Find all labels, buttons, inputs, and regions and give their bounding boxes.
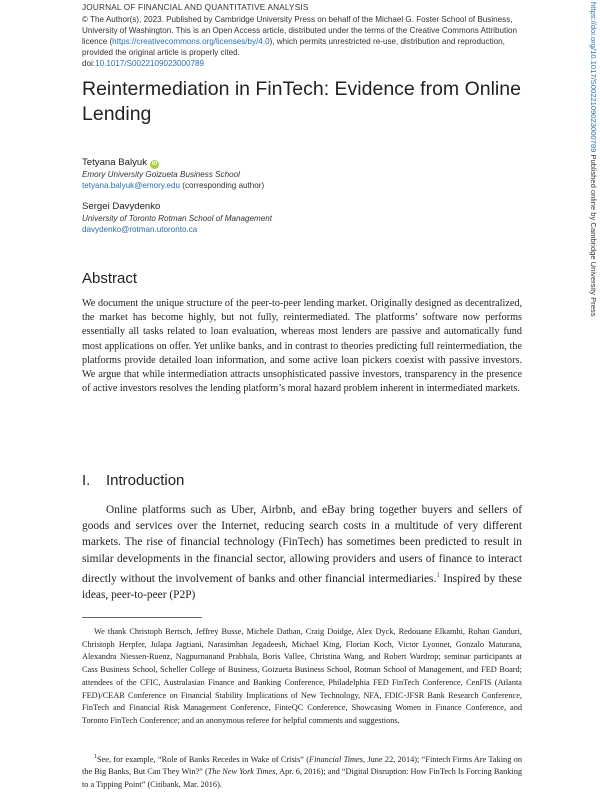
license-statement	[82, 14, 522, 69]
corresponding-note: (corresponding author)	[180, 181, 265, 190]
author-email[interactable]: davydenko@rotman.utoronto.ca	[82, 225, 198, 234]
license-text-2: ), which permits unrestricted re-use, distribution and reproduction, provided the original article is properly cited.	[82, 37, 505, 57]
sidebar-doi-link[interactable]: 10.1017/S0022109023000789	[589, 50, 598, 153]
abstract-text: We document the unique structure of the peer-to-peer lending market. Originally designed as decentralized, the market has become highly, but not fully, reintermediated. The platforms’ software now performs essentially all tasks related to loan evaluation, whereas most lenders are passive and automatically fund most applications on offer. Yet unlike banks, and in contrast to theories predicting full reintermediation, the platforms provide detailed loan information, and some active loan pickers coexist with passive investors. We argue that while intermediation attracts unsophisticated passive investors, transparency in the presence of active investors resolves the lending platform’s moral hazard problem inherent in intermediated markets.	[82, 298, 522, 395]
section-number: I.	[82, 472, 91, 489]
author-2	[82, 201, 522, 235]
journal-name: JOURNAL OF FINANCIAL AND QUANTITATIVE ANALYSIS	[82, 3, 309, 12]
author-name: Sergei Davydenko	[82, 201, 161, 212]
footnote-number: 1	[94, 754, 97, 760]
article-title: Reintermediation in FinTech: Evidence from Online Lending	[82, 78, 521, 125]
author-affiliation: Emory University Goizueta Business School	[82, 170, 240, 179]
author-email[interactable]: tetyana.balyuk@emory.edu (corresponding author)	[82, 181, 265, 190]
introduction-text: Online platforms such as Uber, Airbnb, and eBay bring together buyers and sellers of goods and services over the Internet, reducing search costs in a multitude of very different markets. The rise of financial technology (FinTech) has sometimes been predicted to result in similar developments in the financial sector, allowing providers and users of finance to interact directly without the involvement of banks and other financial intermediaries.$^1$ Inspired by these ideas, peer-to-peer (P2P)	[82, 504, 522, 601]
section-heading	[82, 472, 184, 489]
acknowledgements-footnote: We thank Christoph Bertsch, Jeffrey Busse, Michele Dathan, Craig Doidge, Alex Dyck, Redouane Elkamhi, Rohan Ganduri, Christoph Herpfer, Julapa Jagtiani, Narasimhan Jegadeesh, Michael King, Florian Koch, Victor Lyonnet, Gonzalo Maturana, Alexandra Niessen-Ruenz, Nagpurnanand Prabhala, Boris Vallee, Christina Wang, and Robert Wardrop; seminar participants at Cass Business School, Scheller College of Business, Goizueta Business School, Rotman School of Management, and FED Board; attendees of the CFIC, Australasian Finance and Banking Conference, Philadelphia FED FinTech Conference, CenFIS (Atlanta FED)/CEAR Conference on Financial Stability Implications of New Technology, NFA, FDIC-JFSR Bank Research Conference, FinTech and Financial Risk Management Conference, FinteQC Conference, Showcasing Women in Finance Conference, and Toronto FinTech Conference; and an anonymous referee for helpful comments and suggestions.	[82, 627, 522, 725]
license-link[interactable]: https://creativecommons.org/licenses/by/4.0	[112, 37, 270, 46]
sidebar-publisher: Published online by Cambridge University Press	[589, 152, 598, 317]
license-text-1: © The Author(s), 2023. Published by Cambridge University Press on behalf of the Michael G. Foster School of Business, University of Washington. This is an Open Access article, distributed under the terms of the Creative Commons Attribution licence (	[82, 15, 518, 46]
doi-label: doi:	[82, 59, 96, 68]
footnote-1: $^1$See, for example, “Role of Banks Recedes in Wake of Crisis” (Financial Times, June 22, 2014); “Fintech Firms Are Taking on the Big Banks, But Can They Win?” (The New York Times, Apr. 6, 2016); and “Digital Disruption: How FinTech Is Forcing Banking to a Tipping Point” (Citibank, Mar. 2016).	[82, 754, 522, 790]
footnote-divider	[82, 617, 202, 618]
abstract-heading: Abstract	[82, 270, 138, 287]
source-nyt: The New York Times	[207, 767, 276, 777]
source-ft: Financial Times	[309, 754, 363, 764]
sidebar-doi	[588, 2, 598, 317]
author-1	[82, 157, 522, 191]
orcid-icon[interactable]: iD	[151, 161, 158, 167]
sidebar-doi-prefix[interactable]: https://doi.org/	[589, 2, 598, 51]
doi-link[interactable]: 10.1017/S0022109023000789	[95, 59, 204, 68]
author-name: Tetyana Balyuk iD	[82, 157, 158, 168]
footnote-ref[interactable]: 1	[436, 570, 440, 579]
section-title: Introduction	[106, 472, 185, 489]
author-affiliation: University of Toronto Rotman School of Management	[82, 214, 273, 223]
